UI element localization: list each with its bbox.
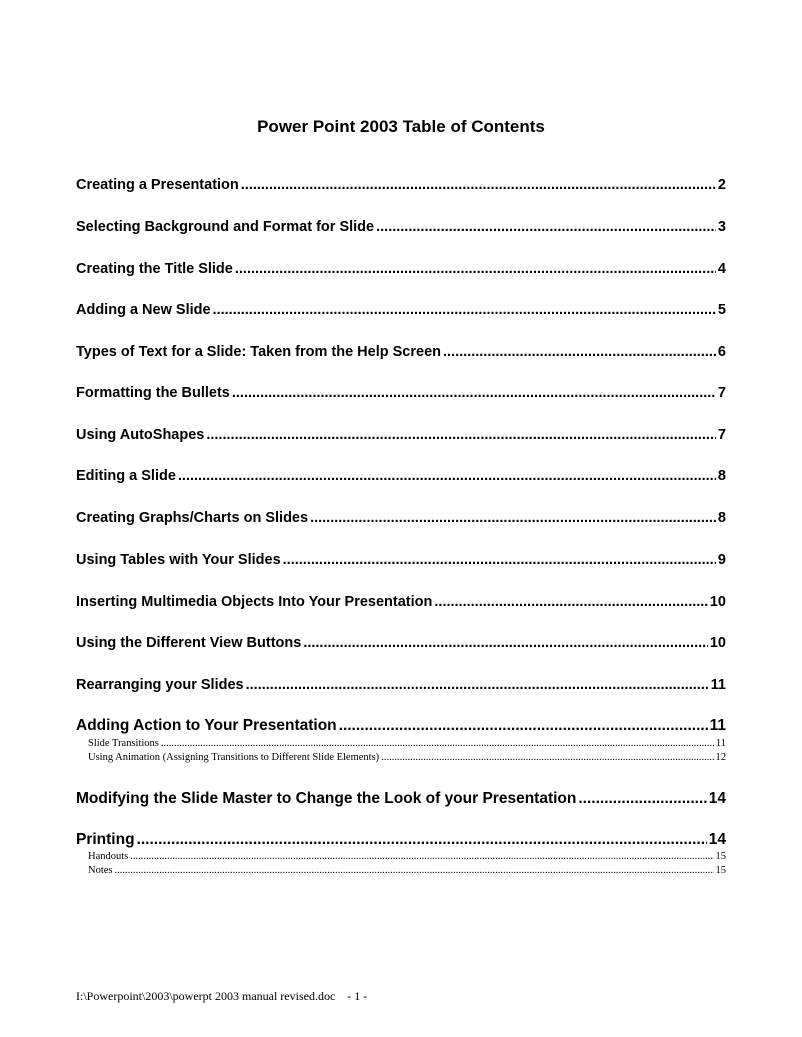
toc-entry[interactable] xyxy=(76,677,726,693)
dot-leader xyxy=(246,677,709,693)
dot-leader xyxy=(434,594,707,610)
dot-leader xyxy=(206,427,716,443)
toc-entry[interactable] xyxy=(76,594,726,610)
toc-subentry[interactable] xyxy=(88,865,726,876)
table-of-contents xyxy=(76,0,726,1037)
toc-entry-page: 3 xyxy=(717,219,726,235)
dot-leader xyxy=(339,717,708,735)
dot-leader xyxy=(213,302,716,318)
toc-entry-label: Editing a Slide xyxy=(76,468,176,484)
toc-entry-label: Creating a Presentation xyxy=(76,177,239,193)
toc-entry[interactable] xyxy=(76,344,726,360)
toc-entry[interactable] xyxy=(76,510,726,526)
toc-entry-page: 14 xyxy=(708,790,726,807)
toc-entry-page: 5 xyxy=(717,302,726,318)
toc-entry[interactable] xyxy=(76,302,726,318)
toc-entry[interactable] xyxy=(76,717,726,735)
toc-entry-label: Adding Action to Your Presentation xyxy=(76,717,337,734)
toc-entry-label: Creating Graphs/Charts on Slides xyxy=(76,510,309,526)
toc-subentry-page: 15 xyxy=(715,851,726,862)
dot-leader xyxy=(232,385,716,401)
dot-leader xyxy=(178,468,716,484)
toc-entry[interactable] xyxy=(76,385,726,401)
dot-leader xyxy=(310,510,716,526)
toc-entry-label: Adding a New Slide xyxy=(76,302,211,318)
toc-entry-label: Inserting Multimedia Objects Into Your Presentation xyxy=(76,594,433,610)
toc-entry-page: 11 xyxy=(709,717,726,734)
dot-leader xyxy=(235,261,716,277)
toc-entry-page: 7 xyxy=(717,427,726,443)
toc-entry[interactable] xyxy=(76,635,726,651)
toc-entry-label: Modifying the Slide Master to Change the Look of your Presentation xyxy=(76,790,577,807)
toc-entry-label: Using Tables with Your Slides xyxy=(76,552,281,568)
toc-entry-label: Using the Different View Buttons xyxy=(76,635,302,651)
toc-subentry[interactable] xyxy=(88,738,726,749)
toc-entry-label: Using AutoShapes xyxy=(76,427,205,443)
dot-leader xyxy=(381,752,713,763)
toc-entry[interactable] xyxy=(76,790,726,808)
page-footer: I:\Powerpoint\2003\powerpt 2003 manual revised.doc - 1 - xyxy=(76,989,368,1003)
dot-leader xyxy=(283,552,716,568)
dot-leader xyxy=(241,177,716,193)
toc-subentry-page: 12 xyxy=(715,752,726,763)
toc-entry-label: Selecting Background and Format for Slide xyxy=(76,219,375,235)
toc-entry-page: 4 xyxy=(717,261,726,277)
toc-entry-page: 8 xyxy=(717,510,726,526)
dot-leader xyxy=(130,851,713,862)
toc-entry-page: 7 xyxy=(717,385,726,401)
toc-subentry-label: Using Animation (Assigning Transitions to Different Slide Elements) xyxy=(88,752,380,763)
toc-entry-page: 6 xyxy=(717,344,726,360)
toc-entry-page: 9 xyxy=(717,552,726,568)
toc-entry-label: Formatting the Bullets xyxy=(76,385,230,401)
toc-entry-page: 14 xyxy=(708,831,726,848)
toc-entry[interactable] xyxy=(76,219,726,235)
toc-entry-label: Types of Text for a Slide: Taken from the Help Screen xyxy=(76,344,441,360)
toc-subentry-label: Notes xyxy=(88,865,113,876)
toc-entry-page: 11 xyxy=(710,677,726,693)
toc-subentry-page: 11 xyxy=(715,738,726,749)
toc-entry[interactable] xyxy=(76,468,726,484)
dot-leader xyxy=(115,865,714,876)
toc-subentry-label: Slide Transitions xyxy=(88,738,159,749)
toc-entry[interactable] xyxy=(76,427,726,443)
dot-leader xyxy=(161,738,714,749)
toc-subentry-page: 15 xyxy=(715,865,726,876)
toc-entry-label: Creating the Title Slide xyxy=(76,261,233,277)
dot-leader xyxy=(578,790,706,808)
toc-entry-page: 2 xyxy=(717,177,726,193)
dot-leader xyxy=(443,344,716,360)
toc-subentry[interactable] xyxy=(88,752,726,763)
dot-leader xyxy=(303,635,708,651)
toc-entry-label: Printing xyxy=(76,831,135,848)
dot-leader xyxy=(376,219,716,235)
toc-entry-page: 8 xyxy=(717,468,726,484)
dot-leader xyxy=(137,831,707,849)
page-title: Power Point 2003 Table of Contents xyxy=(257,117,545,136)
toc-subentry[interactable] xyxy=(88,851,726,862)
toc-entry[interactable] xyxy=(76,177,726,193)
toc-entry-page: 10 xyxy=(709,635,726,651)
toc-subentry-label: Handouts xyxy=(88,851,129,862)
toc-entry[interactable] xyxy=(76,261,726,277)
toc-entry[interactable] xyxy=(76,831,726,849)
toc-entry-page: 10 xyxy=(709,594,726,610)
toc-entry[interactable] xyxy=(76,552,726,568)
toc-entry-label: Rearranging your Slides xyxy=(76,677,244,693)
